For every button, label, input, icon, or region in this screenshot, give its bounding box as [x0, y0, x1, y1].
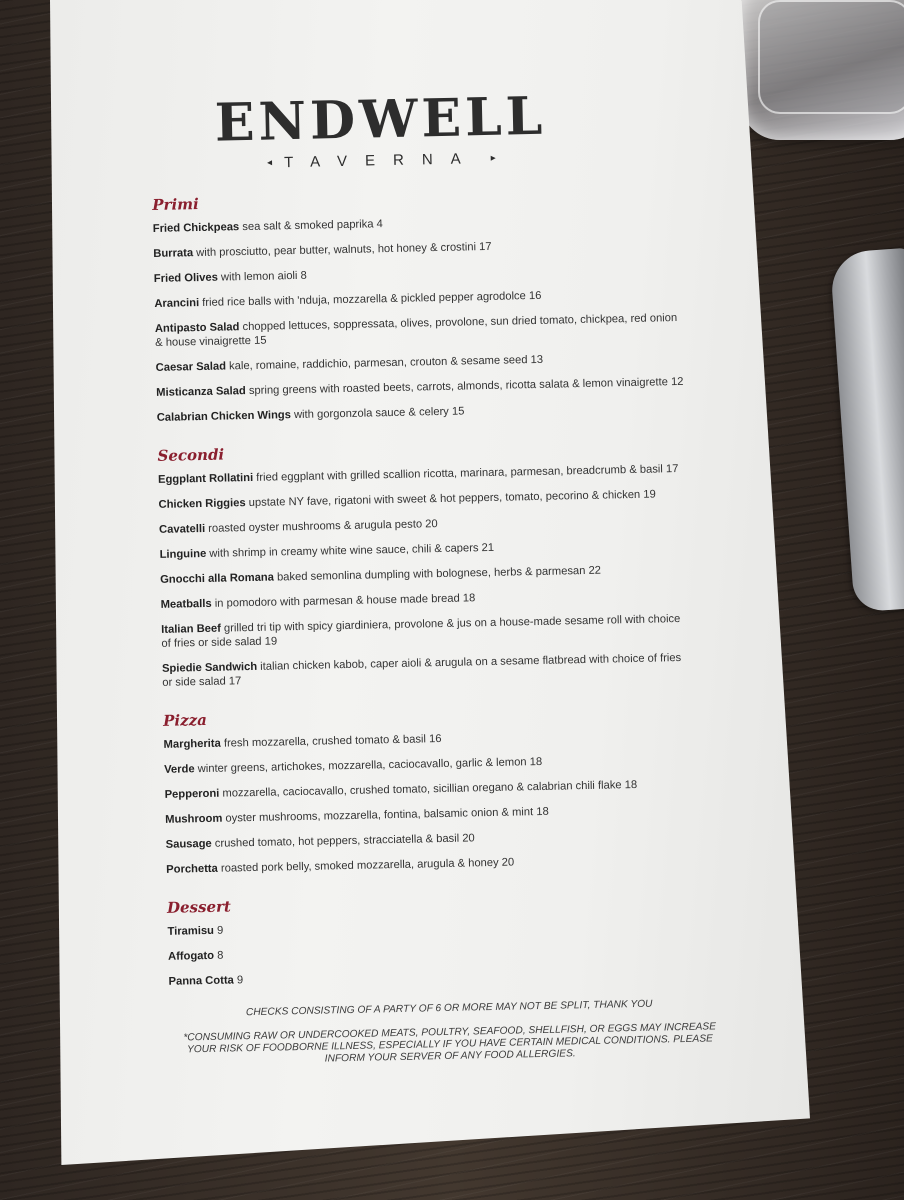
item-name: Antipasto Salad: [154, 321, 240, 335]
item-description: sea salt & smoked paprika 4: [242, 218, 383, 234]
item-description: 9: [216, 924, 224, 937]
item-description: fried rice balls with 'nduja, mozzarella & pickled pepper agrodolce 16: [202, 289, 542, 309]
menu-item: [164, 752, 694, 777]
menu-item: [161, 587, 691, 612]
item-description: chopped lettuces, soppressata, olives, provolone, sun dried tomato, chickpea, red onion & house vinaigrette 15: [155, 312, 678, 349]
item-name: Meatballs: [160, 597, 212, 611]
menu-item: [165, 777, 695, 802]
item-name: Affogato: [167, 949, 215, 963]
item-name: Eggplant Rollatini: [157, 471, 254, 486]
item-description: spring greens with roasted beets, carrots, almonds, ricotta salata & lemon vinaigrette 12: [248, 375, 684, 397]
menu-section-pizza: [163, 700, 746, 877]
item-description: with lemon aioli 8: [220, 269, 307, 284]
item-description: crushed tomato, hot peppers, stracciatella & basil 20: [214, 832, 475, 850]
item-name: Panna Cotta: [168, 974, 234, 988]
brand-name: ENDWELL: [214, 85, 547, 154]
menu-item: [163, 727, 693, 752]
brand-subtitle: TAVERNA: [283, 150, 479, 172]
menu-item: [166, 852, 696, 877]
item-name: Linguine: [159, 547, 207, 561]
menu-notes: [169, 997, 730, 1069]
brand-header: [100, 84, 662, 175]
item-description: roasted pork belly, smoked mozzarella, arugula & honey 20: [220, 856, 515, 875]
split-check-note: CHECKS CONSISTING OF A PARTY OF 6 OR MORE MAY NOT BE SPLIT, THANK YOU: [245, 998, 653, 1019]
item-name: Chicken Riggies: [158, 497, 246, 511]
item-name: Misticanza Salad: [156, 385, 246, 399]
item-description: oyster mushrooms, mozzarella, fontina, balsamic onion & mint 18: [225, 805, 549, 825]
section-title: Secondi: [157, 445, 225, 465]
menu-item: [166, 827, 696, 852]
left-triangle-icon: ◂: [266, 157, 273, 169]
consumption-warning: *CONSUMING RAW OR UNDERCOOKED MEATS, POULTRY, SEAFOOD, SHELLFISH, OR EGGS MAY INCREASE YOUR RISK OF FOODBORNE ILLNESS, ESPECIALLY IF YOU HAVE CERTAIN MEDICAL CONDITIONS. PLEASE INFORM YOUR SERVER OF ANY FOOD ALLERGIES.: [183, 1021, 717, 1065]
item-description: fried eggplant with grilled scallion ricotta, marinara, parmesan, breadcrumb & basil 17: [256, 463, 679, 484]
menu-item: [155, 311, 685, 350]
menu-item: [159, 537, 689, 562]
item-description: 8: [217, 949, 224, 962]
menu-section-dessert: [167, 887, 749, 989]
menu-item: [165, 802, 695, 827]
menu-section-secondi: [157, 435, 742, 690]
drinking-glass: [740, 0, 904, 140]
glass-rim: [758, 0, 904, 114]
item-name: Calabrian Chicken Wings: [156, 409, 292, 424]
menu-item: [156, 350, 686, 375]
item-name: Burrata: [153, 247, 194, 260]
item-description: in pomodoro with parmesan & house made bread 18: [214, 592, 476, 610]
menu-item: [156, 375, 686, 400]
item-description: with shrimp in creamy white wine sauce, chili & capers 21: [209, 541, 495, 560]
item-name: Margherita: [163, 737, 221, 751]
section-title: Dessert: [166, 897, 232, 917]
menu-sections: [152, 184, 748, 989]
item-description: fresh mozzarella, crushed tomato & basil 16: [223, 733, 442, 750]
item-name: Gnocchi alla Romana: [160, 571, 275, 586]
item-name: Caesar Salad: [155, 360, 227, 374]
section-title: Primi: [152, 195, 199, 214]
menu-item: [153, 211, 683, 236]
section-title: Pizza: [162, 710, 208, 730]
item-description: grilled tri tip with spicy giardiniera, provolone & jus on a house-made sesame roll with choice of fries or side salad 19: [161, 613, 681, 650]
item-description: roasted oyster mushrooms & arugula pesto 20: [208, 518, 438, 535]
item-name: Sausage: [165, 837, 212, 851]
item-description: baked semonlina dumpling with bolognese, herbs & parmesan 22: [276, 564, 602, 584]
item-name: Verde: [164, 763, 195, 776]
menu-section-primi: [152, 184, 737, 425]
menu-item: [157, 400, 687, 425]
item-name: Italian Beef: [161, 622, 222, 636]
item-name: Cavatelli: [158, 522, 206, 536]
item-name: Fried Chickpeas: [152, 221, 240, 235]
knife: [830, 248, 904, 613]
item-description: 9: [236, 974, 244, 987]
menu-content: [150, 83, 751, 1081]
menu-item: [158, 462, 688, 487]
menu-item: [154, 286, 684, 311]
item-name: Mushroom: [165, 812, 223, 826]
menu-item: [162, 651, 692, 690]
right-triangle-icon: ▸: [490, 152, 496, 164]
item-description: kale, romaine, raddichio, parmesan, crouton & sesame seed 13: [228, 353, 544, 373]
menu-item: [167, 914, 697, 939]
item-name: Pepperoni: [164, 787, 220, 801]
item-name: Arancini: [154, 297, 200, 310]
item-description: with prosciutto, pear butter, walnuts, hot honey & crostini 17: [196, 240, 492, 260]
item-description: with gorgonzola sauce & celery 15: [293, 405, 465, 422]
item-name: Porchetta: [166, 862, 218, 876]
item-description: mozzarella, caciocavallo, crushed tomato, sicillian oregano & calabrian chili flake 18: [222, 778, 638, 800]
menu-item: [160, 562, 690, 587]
menu-item: [159, 512, 689, 537]
item-description: italian chicken kabob, caper aioli & arugula on a sesame flatbread with choice of fries or side salad 17: [162, 652, 682, 689]
item-name: Fried Olives: [153, 271, 219, 285]
menu-item: [168, 939, 698, 964]
item-name: Tiramisu: [167, 924, 215, 938]
menu-item: [161, 612, 691, 651]
item-name: Spiedie Sandwich: [161, 660, 258, 675]
menu-item: [153, 236, 683, 261]
menu-item: [168, 964, 698, 989]
item-description: upstate NY fave, rigatoni with sweet & hot peppers, tomato, pecorino & chicken 19: [248, 488, 656, 510]
menu-item: [158, 487, 688, 512]
item-description: winter greens, artichokes, mozzarella, caciocavallo, garlic & lemon 18: [197, 755, 543, 776]
menu-item: [154, 261, 684, 286]
